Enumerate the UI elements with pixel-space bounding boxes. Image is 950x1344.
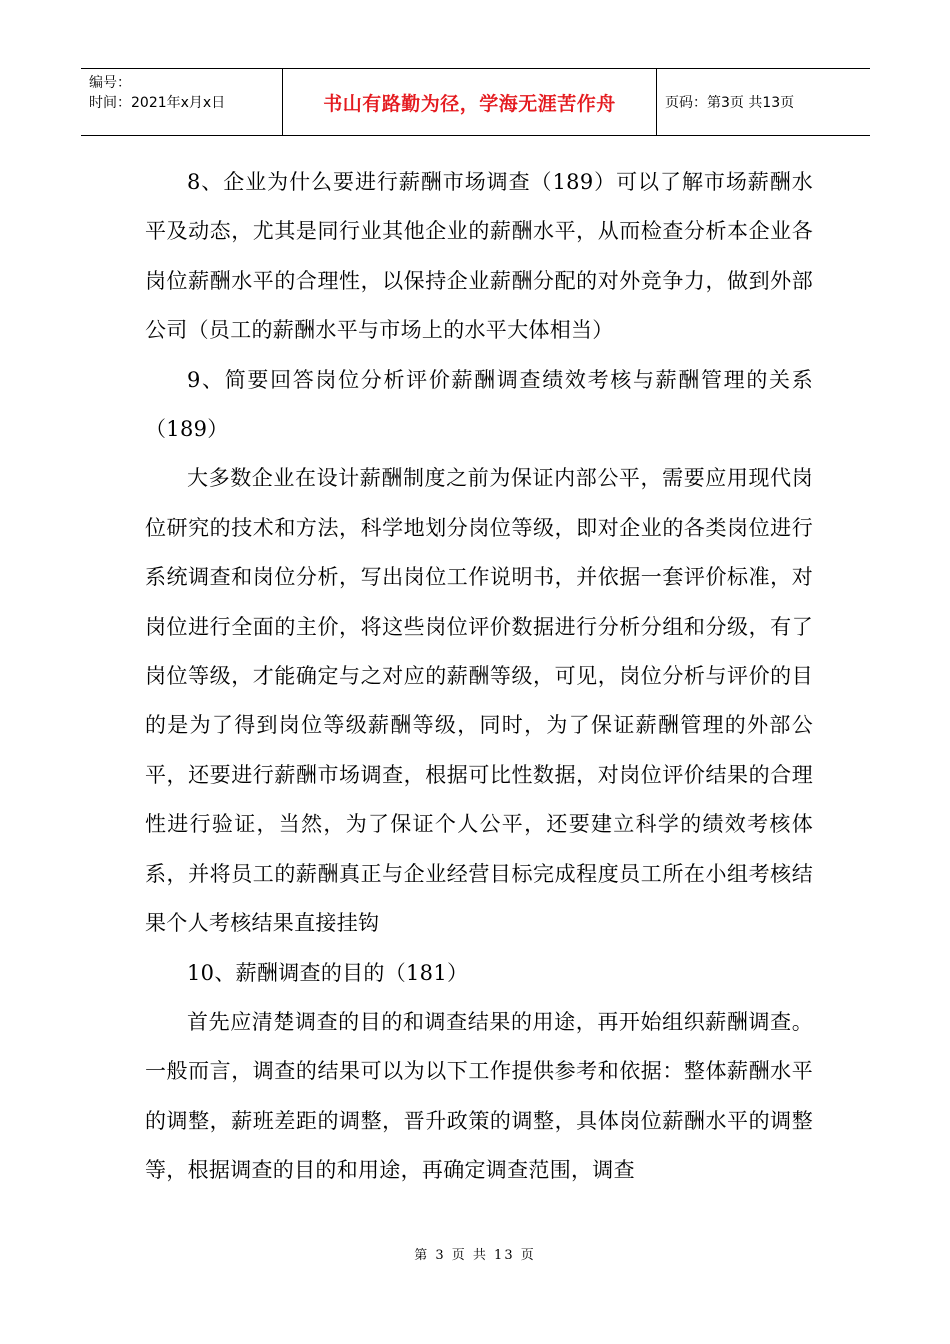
header-motto: 书山有路勤为径，学海无涯苦作舟 (323, 92, 616, 115)
header-page-info: 页码：第3页 共13页 (665, 95, 795, 111)
document-number-label: 编号： (89, 75, 131, 91)
document-body (145, 158, 813, 1196)
question-10-heading: 10、薪酬调查的目的（181） (187, 960, 469, 985)
header-page-cell (657, 69, 870, 135)
footer-page-number: 第 3 页 共 13 页 (414, 1248, 536, 1263)
header-motto-cell (283, 69, 657, 135)
question-8-paragraph: 8、企业为什么要进行薪酬市场调查（189）可以了解市场薪酬水平及动态，尤其是同行业其他企业的薪酬水平，从而检查分析本企业各岗位薪酬水平的合理性，以保持企业薪酬分配的对外竞争力，做到外部公司（员工的薪酬水平与市场上的水平大体相当） (145, 170, 813, 343)
page-footer (0, 1244, 950, 1263)
document-time-label: 时间：2021年x月x日 (89, 95, 226, 111)
answer-10-paragraph: 首先应清楚调查的目的和调查结果的用途，再开始组织薪酬调查。一般而言，调查的结果可以为以下工作提供参考和依据：整体薪酬水平的调整，薪班差距的调整，晋升政策的调整，具体岗位薪酬水平的调整等，根据调查的目的和用途，再确定调查范围，调查 (145, 1009, 813, 1183)
answer-9-paragraph: 大多数企业在设计薪酬制度之前为保证内部公平，需要应用现代岗位研究的技术和方法，科学地划分岗位等级，即对企业的各类岗位进行系统调查和岗位分析，写出岗位工作说明书，并依据一套评价标准，对岗位进行全面的主价，将这些岗位评价数据进行分析分组和分级，有了岗位等级，才能确定与之对应的薪酬等级，可见，岗位分析与评价的目的是为了得到岗位等级薪酬等级，同时，为了保证薪酬管理的外部公平，还要进行薪酬市场调查，根据可比性数据，对岗位评价结果的合理性进行验证，当然，为了保证个人公平，还要建立科学的绩效考核体系，并将员工的薪酬真正与企业经营目标完成程度员工所在小组考核结果个人考核结果直接挂钩 (145, 466, 813, 936)
header-meta-cell (81, 69, 283, 135)
document-header (81, 68, 870, 136)
question-9-heading: 9、简要回答岗位分析评价薪酬调查绩效考核与薪酬管理的关系（189） (145, 367, 813, 442)
